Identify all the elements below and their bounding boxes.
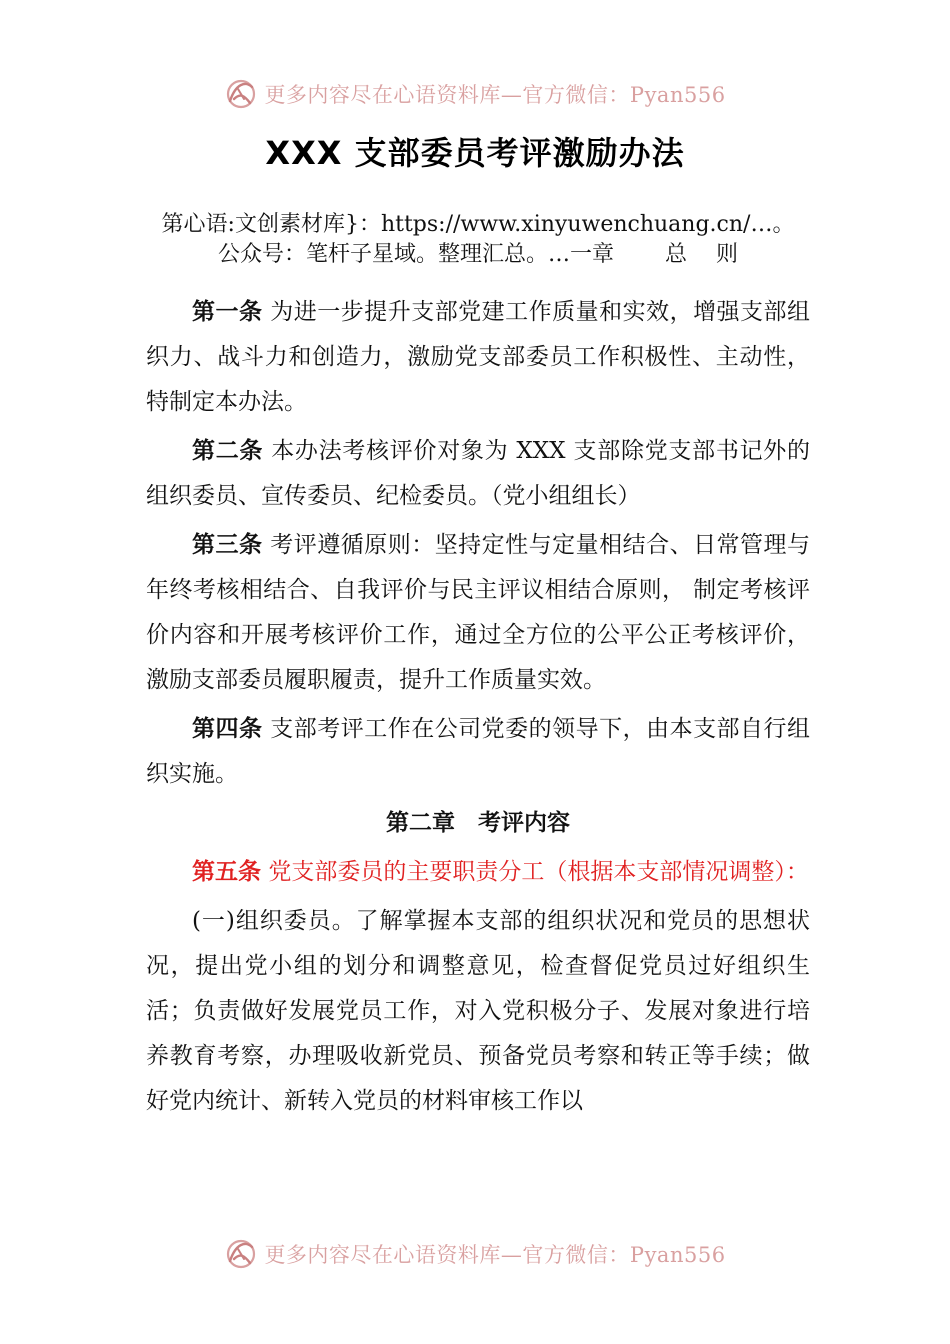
article-label: 第四条 (192, 716, 263, 742)
source-line-2: 公众号：笔杆子星域。整理汇总。…一章 总 则 (218, 242, 738, 267)
chapter-heading: 第二章 考评内容 (386, 810, 570, 836)
article-3 (146, 523, 810, 703)
document-body (146, 210, 810, 1128)
article-text: 党支部委员的主要职责分工（根据本支部情况调整）： (268, 859, 809, 885)
article-label: 第三条 (192, 532, 263, 558)
watermark-text: 更多内容尽在心语资料库—官方微信：Pyan556 (264, 83, 726, 107)
article-label: 第一条 (192, 299, 263, 325)
article-text: 本办法考核评价对象为 XXX 支部除党支部书记外的组织委员、宣传委员、纪检委员。（党小组组长） (146, 438, 810, 509)
article-2 (146, 429, 810, 519)
watermark-banner-bottom (0, 1232, 950, 1276)
document-title: XXX 支部委员考评激励办法 (265, 134, 685, 172)
article-text: 考评遵循原则：坚持定性与定量相结合、日常管理与年终考核相结合、自我评价与民主评议相结合原则， 制定考核评价内容和开展考核评价工作，通过全方位的公平公正考核评价，激励支部委员履职履责，提升工作质量实效。 (146, 532, 811, 693)
source-note (132, 210, 824, 270)
article-4 (146, 707, 810, 797)
article-5 (146, 850, 810, 895)
article-1 (146, 290, 810, 425)
article-text: 为进一步提升支部党建工作质量和实效，增强支部组织力、战斗力和创造力，激励党支部委员工作积极性、主动性，特制定本办法。 (146, 299, 811, 415)
watermark-banner-top (0, 72, 950, 116)
watermark-text: 更多内容尽在心语资料库—官方微信：Pyan556 (264, 1243, 726, 1267)
cursive-logo-icon (224, 1237, 258, 1271)
article-text: 支部考评工作在公司党委的领导下，由本支部自行组织实施。 (146, 716, 811, 787)
article-label: 第二条 (192, 438, 264, 464)
item-organization-member: (一)组织委员。了解掌握本支部的组织状况和党员的思想状况，提出党小组的划分和调整意见，检查督促党员过好组织生活；负责做好发展党员工作，对入党积极分子、发展对象进行培养教育考察，办理吸收新党员、预备党员考察和转正等手续；做好党内统计、新转入党员的材料审核工作以 (146, 908, 810, 1114)
cursive-logo-icon (224, 77, 258, 111)
article-label: 第五条 (192, 859, 261, 885)
source-line-1: 第心语:文创素材库}：https://www.xinyuwenchuang.cn/…。 (161, 212, 795, 237)
